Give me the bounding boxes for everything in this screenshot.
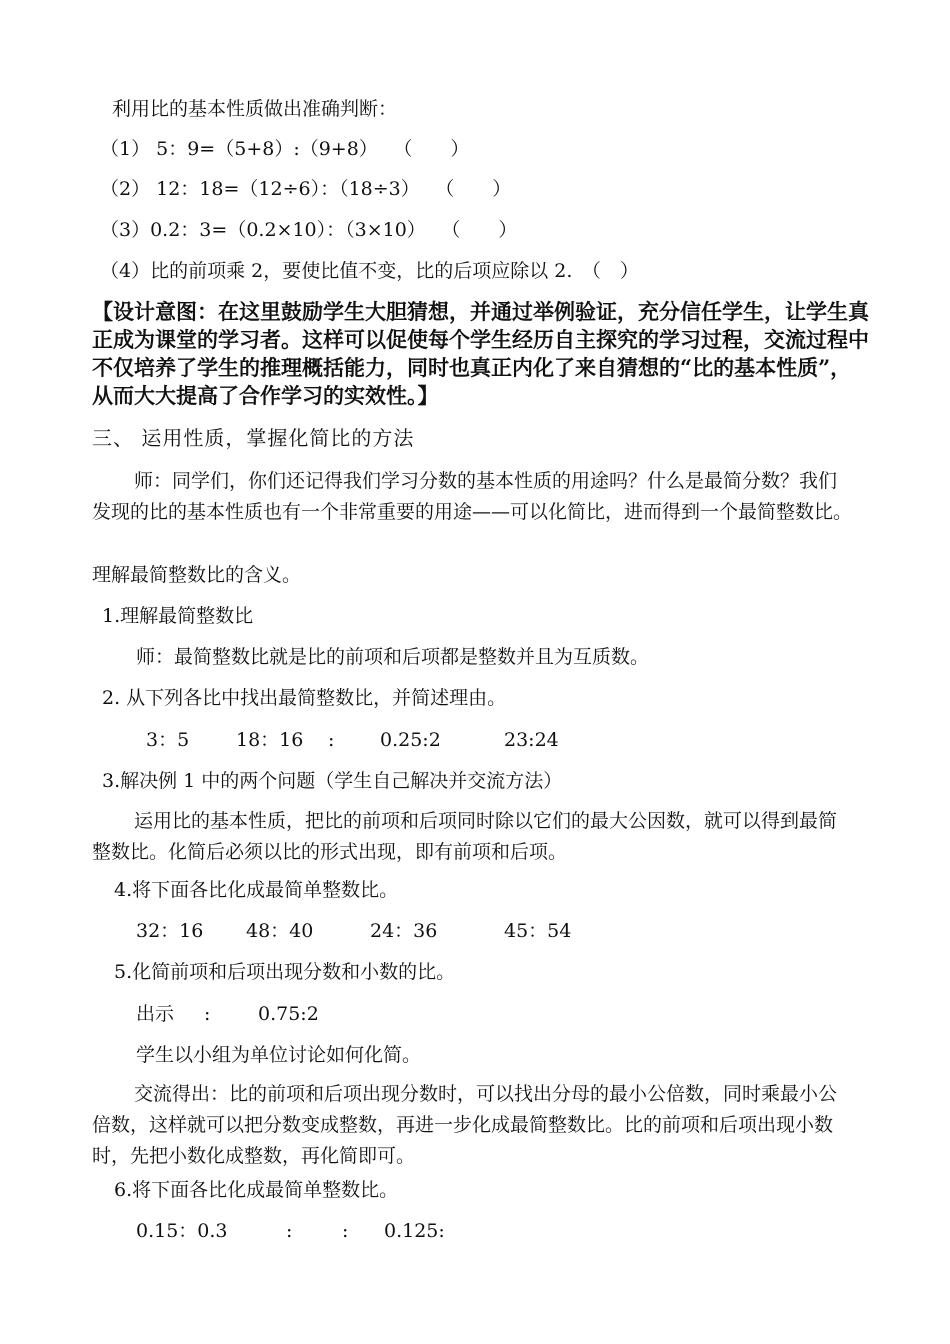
item-1-teacher: 师：最简整数比就是比的前项和后项都是整数并且为互质数。	[136, 646, 650, 668]
show-value: 0.75:2	[258, 1003, 319, 1025]
ratio: 3：5	[146, 729, 190, 751]
item-6-heading: 6.将下面各比化成最简单整数比。	[114, 1179, 399, 1201]
ratio: :	[286, 1220, 293, 1242]
judgment-2: （2） 12：18=（12÷6）：（18÷3） （ ）	[100, 178, 512, 200]
ratio: :	[342, 1220, 349, 1242]
ratio: 0.15：0.3	[136, 1220, 228, 1242]
item-5-exchange: 交流得出：比的前项和后项出现分数时，可以找出分母的最小公倍数，同时乘最小公倍数，这样就可以把分数变成整数，再进一步化成最简整数比。比的前项和后项出现小数时，先把小数化成整数，再化简即可。	[92, 1083, 838, 1167]
ratio: 0.125:	[384, 1220, 445, 1242]
judgment-1: （1） 5：9=（5+8）:（9+8） （ ）	[100, 138, 470, 160]
ratio: 45：54	[504, 920, 572, 942]
show-label: 出示	[136, 1003, 175, 1025]
judgment-3: （3）0.2：3=（0.2×10）：（3×10） （ ）	[100, 219, 518, 241]
item-5-heading: 5.化简前项和后项出现分数和小数的比。	[114, 961, 456, 983]
item-3-text: 运用比的基本性质，把比的前项和后项同时除以它们的最大公因数，就可以得到最简整数比。化简后必须以比的形式出现，即有前项和后项。	[92, 810, 838, 863]
ratio: :	[328, 729, 335, 751]
item-2-heading: 2. 从下列各比中找出最简整数比，并简述理由。	[102, 687, 507, 709]
item-4-heading: 4.将下面各比化成最简单整数比。	[114, 879, 399, 901]
show-colon: :	[204, 1003, 211, 1025]
ratio: 23:24	[504, 729, 559, 751]
item-3-heading: 3.解决例 1 中的两个问题（学生自己解决并交流方法）	[102, 770, 563, 792]
ratio: 32：16	[136, 920, 204, 942]
teacher-intro: 师：同学们，你们还记得我们学习分数的基本性质的用途吗？什么是最简分数？我们发现的比的基本性质也有一个非常重要的用途——可以化简比，进而得到一个最简整数比。	[92, 470, 853, 523]
judgment-4: （4）比的前项乘 2，要使比值不变，比的后项应除以 2. （ ）	[100, 260, 639, 282]
item-1-heading: 1.理解最简整数比	[102, 605, 254, 627]
ratio: 18：16	[236, 729, 304, 751]
section-title: 三、 运用性质，掌握化简比的方法	[92, 426, 415, 450]
intro-text: 利用比的基本性质做出准确判断：	[112, 98, 398, 120]
ratio: 0.25:2	[380, 729, 441, 751]
ratio: 48：40	[246, 920, 314, 942]
understand-text: 理解最简整数比的含义。	[92, 564, 302, 586]
item-5-group: 学生以小组为单位讨论如何化简。	[136, 1044, 422, 1066]
design-intent: 【设计意图：在这里鼓励学生大胆猜想，并通过举例验证，充分信任学生，让学生真正成为课堂的学习者。这样可以促使每个学生经历自主探究的学习过程，交流过程中不仅培养了学生的推理概括能力，同时也真正内化了来自猜想的“比的基本性质”，从而大大提高了合作学习的实效性。】	[92, 299, 869, 408]
ratio: 24：36	[370, 920, 438, 942]
